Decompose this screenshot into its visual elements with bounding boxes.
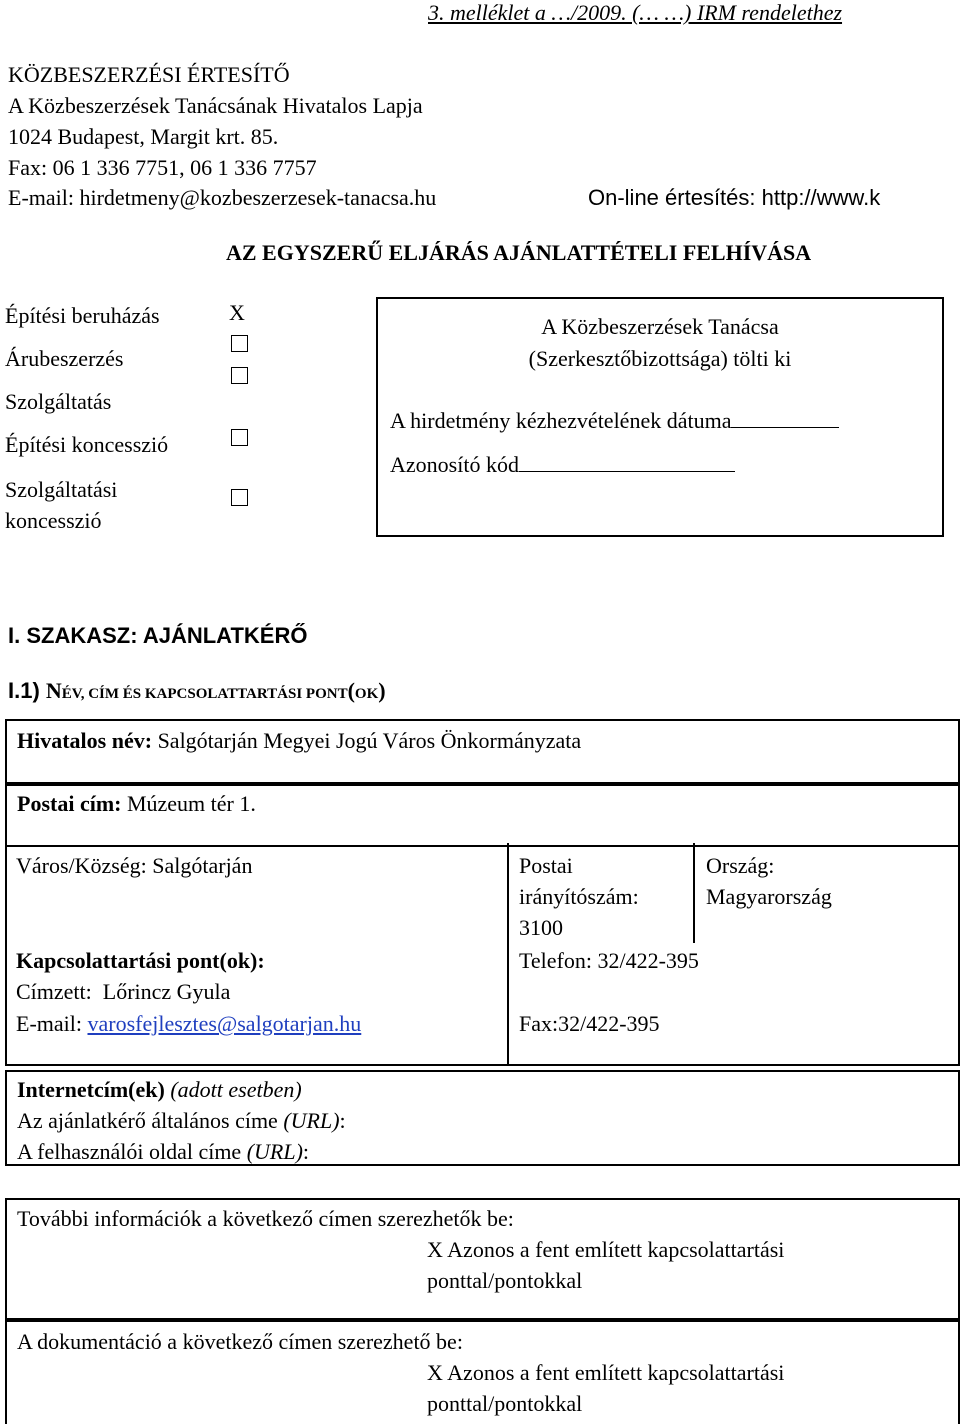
checkbox-icon bbox=[231, 489, 248, 506]
annex-note: 3. melléklet a …/2009. (… …) IRM rendelethez bbox=[428, 0, 843, 25]
documentation-cell bbox=[5, 1318, 960, 1424]
official-name-value: Salgótarján Megyei Jogú Város Önkormányzata bbox=[157, 728, 582, 753]
recipient-label: Címzett: bbox=[16, 979, 92, 1004]
postal-address-value: Múzeum tér 1. bbox=[126, 791, 256, 816]
type-checkbox-services[interactable] bbox=[231, 367, 248, 389]
phone-value: Telefon: 32/422-395 bbox=[519, 948, 699, 973]
publisher-subtitle: A Közbeszerzések Tanácsának Hivatalos Lapja bbox=[8, 93, 423, 118]
type-checkbox-works-concession[interactable] bbox=[231, 429, 248, 451]
type-checkbox-supplies[interactable] bbox=[231, 335, 248, 357]
further-info-value-2: ponttal/pontokkal bbox=[427, 1268, 583, 1293]
office-use-box bbox=[376, 297, 944, 537]
publisher-email: E-mail: hirdetmeny@kozbeszerzesek-tanacsa.hu bbox=[8, 185, 437, 210]
publisher-address: 1024 Budapest, Margit krt. 85. bbox=[8, 124, 279, 149]
notice-title: AZ EGYSZERŰ ELJÁRÁS AJÁNLATTÉTELI FELHÍVÁSA bbox=[226, 240, 812, 265]
contact-points-label: Kapcsolattartási pont(ok): bbox=[16, 948, 265, 973]
office-box-line2: (Szerkesztőbizottsága) tölti ki bbox=[528, 346, 792, 371]
received-date-field[interactable] bbox=[731, 407, 839, 428]
postal-code-label-2: irányítószám: bbox=[519, 884, 639, 909]
column-divider-2 bbox=[693, 843, 695, 943]
type-label-services: Szolgáltatás bbox=[5, 389, 112, 414]
documentation-value-1[interactable]: X Azonos a fent említett kapcsolattartási bbox=[427, 1360, 785, 1385]
further-info-cell bbox=[5, 1198, 960, 1322]
general-address-url-note: (URL) bbox=[283, 1108, 340, 1133]
type-mark-works[interactable]: X bbox=[229, 300, 245, 325]
fax-value: Fax:32/422-395 bbox=[519, 1011, 660, 1036]
city-value: Salgótarján bbox=[152, 853, 253, 878]
type-label-supplies: Árubeszerzés bbox=[5, 346, 124, 371]
country-label: Ország: bbox=[706, 853, 775, 878]
postal-code-label-1: Postai bbox=[519, 853, 573, 878]
column-divider bbox=[507, 843, 509, 1066]
internet-label: Internetcím(ek) bbox=[17, 1077, 165, 1102]
email-label: E-mail: bbox=[16, 1011, 82, 1036]
online-notice: On-line értesítés: http://www.k bbox=[588, 185, 881, 210]
checkbox-icon bbox=[231, 367, 248, 384]
received-date-row bbox=[390, 407, 839, 434]
country-value: Magyarország bbox=[706, 884, 832, 909]
internet-label-note: (adott esetben) bbox=[170, 1077, 302, 1102]
office-box-line1: A Közbeszerzések Tanácsa bbox=[541, 314, 779, 339]
buyer-profile-label: A felhasználói oldal címe bbox=[17, 1139, 242, 1164]
further-info-value-1[interactable]: X Azonos a fent említett kapcsolattartási bbox=[427, 1237, 785, 1262]
postal-address-cell bbox=[5, 782, 960, 847]
publisher-name: KÖZBESZERZÉSI ÉRTESÍTŐ bbox=[8, 62, 290, 87]
official-name-cell bbox=[5, 719, 960, 786]
id-code-field[interactable] bbox=[519, 451, 735, 472]
official-name-label: Hivatalos név: bbox=[17, 728, 153, 753]
section-subtitle: I.1) NÉV, CÍM ÉS KAPCSOLATTARTÁSI PONT(OK) bbox=[8, 678, 386, 703]
documentation-value-2: ponttal/pontokkal bbox=[427, 1391, 583, 1416]
email-link[interactable]: varosfejlesztes@salgotarjan.hu bbox=[87, 1011, 362, 1036]
internet-cell: Internetcím(ek) (adott esetben) Az ajánlatkérő általános címe (URL): A felhasználói oldal címe (URL): bbox=[5, 1070, 960, 1166]
type-checkbox-service-concession[interactable] bbox=[231, 489, 248, 511]
recipient-value: Lőrincz Gyula bbox=[102, 979, 231, 1004]
postal-code-value: 3100 bbox=[519, 915, 563, 940]
section-title: I. SZAKASZ: AJÁNLATKÉRŐ bbox=[8, 623, 308, 648]
documentation-label: A dokumentáció a következő címen szerezhető be: bbox=[17, 1329, 463, 1354]
city-label: Város/Község: bbox=[16, 853, 147, 878]
id-code-label: Azonosító kód bbox=[390, 452, 519, 477]
publisher-fax: Fax: 06 1 336 7751, 06 1 336 7757 bbox=[8, 155, 317, 180]
id-code-row bbox=[390, 451, 735, 478]
type-label-service-concession: Szolgáltatási koncesszió bbox=[5, 477, 118, 533]
postal-address-label: Postai cím: bbox=[17, 791, 122, 816]
type-label-works: Építési beruházás bbox=[5, 303, 160, 328]
buyer-profile-url-note: (URL) bbox=[246, 1139, 303, 1164]
type-label-works-concession: Építési koncesszió bbox=[5, 432, 169, 457]
further-info-label: További információk a következő címen szerezhetők be: bbox=[17, 1206, 514, 1231]
received-date-label: A hirdetmény kézhezvételének dátuma bbox=[390, 408, 732, 433]
checkbox-icon bbox=[231, 429, 248, 446]
general-address-label: Az ajánlatkérő általános címe bbox=[17, 1108, 278, 1133]
checkbox-icon bbox=[231, 335, 248, 352]
